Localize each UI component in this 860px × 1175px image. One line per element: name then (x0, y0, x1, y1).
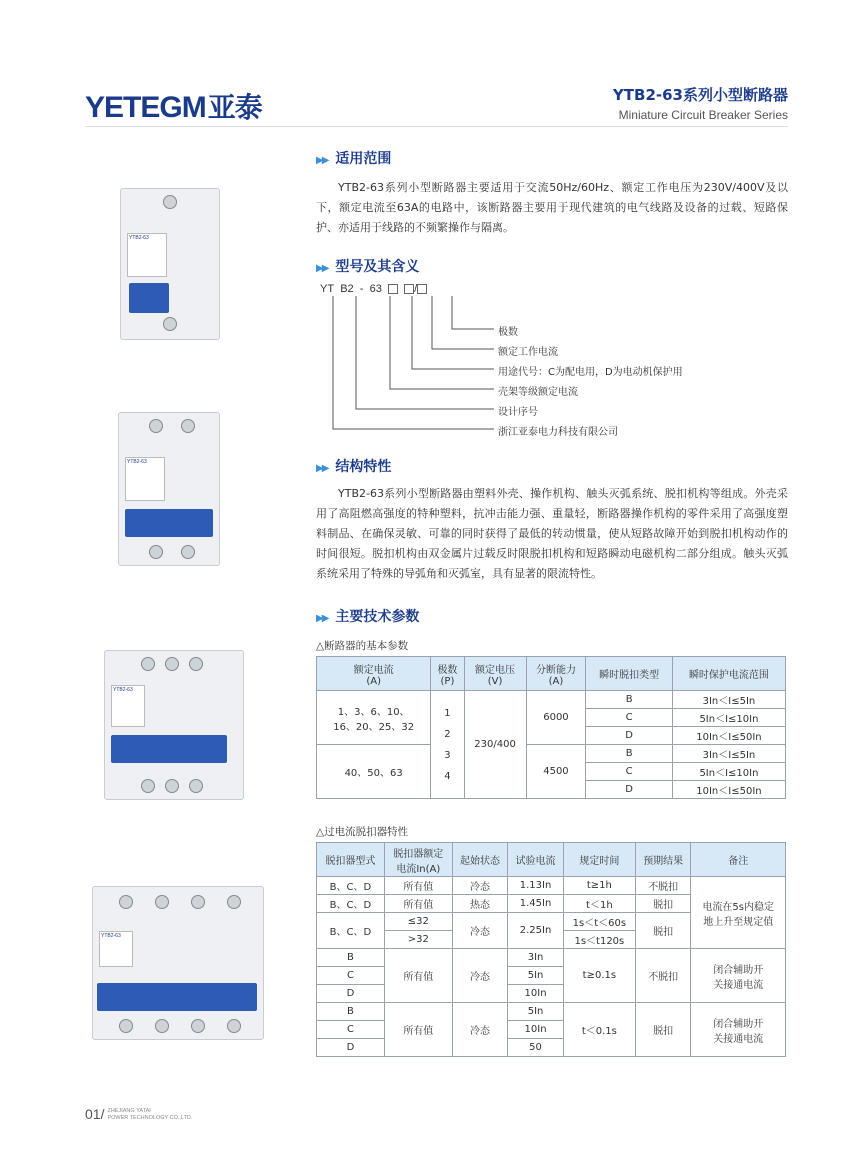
cell: 10In (508, 1021, 564, 1039)
code-b2: B2 (340, 283, 354, 295)
cell-type: D (586, 727, 672, 745)
cell: B、C、D (317, 877, 385, 895)
cell: B、C、D (317, 895, 385, 913)
cell: 10In (508, 985, 564, 1003)
cell: t＜0.1s (563, 1003, 635, 1057)
th-test-current: 试验电流 (508, 843, 564, 877)
cell: 冷态 (452, 913, 508, 949)
cell: 热态 (452, 895, 508, 913)
arrow-icon: ▶▶ (316, 155, 328, 166)
legend-company: 浙江亚泰电力科技有限公司 (498, 427, 618, 438)
structure-heading (316, 456, 391, 476)
logo-cn: 亚泰 (207, 91, 262, 124)
cell: B (317, 949, 385, 967)
cell: 脱扣 (635, 895, 691, 913)
legend-frame-current: 壳架等级额定电流 (498, 387, 578, 398)
code-yt: YT (320, 283, 335, 295)
cell-type: B (586, 745, 672, 763)
cell: 脱扣 (635, 1003, 691, 1057)
legend-usage-code: 用途代号：C为配电用，D为电动机保护用 (498, 367, 683, 378)
cell: 冷态 (452, 1003, 508, 1057)
cell: 5In (508, 967, 564, 985)
cell: B (317, 1003, 385, 1021)
cell: 所有值 (384, 1003, 452, 1057)
cell-type: D (586, 781, 672, 799)
cell-type: B (586, 691, 672, 709)
series-title: YTB2-63系列小型断路器 (612, 86, 788, 104)
cell: 5In (508, 1003, 564, 1021)
cell: 1.45In (508, 895, 564, 913)
th-state: 起始状态 (452, 843, 508, 877)
page-footer (85, 1104, 192, 1123)
th-time: 规定时间 (563, 843, 635, 877)
cell: t＜1h (563, 895, 635, 913)
cell-break-b: 4500 (526, 745, 586, 799)
cell: 所有值 (384, 895, 452, 913)
cell-note-a: 电流在5s内稳定 地上升至规定值 (691, 877, 786, 949)
cell-break-a: 6000 (526, 691, 586, 745)
cell-range: 3In＜I≤5In (672, 745, 785, 763)
scope-paragraph: YTB2-63系列小型断路器主要适用于交流50Hz/60Hz、额定工作电压为230V/400V及以下，额定电流至63A的电路中，该断路器主要用于现代建筑的电气线路及设备的过载、短路保护、亦适用于线路的不频繁操作与隔离。 (316, 181, 788, 234)
model-title: 型号及其含义 (335, 259, 420, 275)
cell: 不脱扣 (635, 949, 691, 1003)
cell: 所有值 (384, 877, 452, 895)
th-result: 预期结果 (635, 843, 691, 877)
trip-characteristics-table (316, 842, 786, 1057)
cell-range: 5In＜I≤10In (672, 763, 785, 781)
cell: 不脱扣 (635, 877, 691, 895)
cell: 所有值 (384, 949, 452, 1003)
th-note: 备注 (691, 843, 786, 877)
th-trip-form: 脱扣器型式 (317, 843, 385, 877)
scope-title: 适用范围 (335, 151, 392, 167)
cell: t≥0.1s (563, 949, 635, 1003)
th-current: 额定电流 (A) (317, 657, 431, 691)
product-label: YTB2-63 (125, 457, 165, 501)
cell-range: 5In＜I≤10In (672, 709, 785, 727)
basic-params-table (316, 656, 786, 799)
cell: D (317, 985, 385, 1003)
cell-current-b: 40、50、63 (317, 745, 431, 799)
th-range: 瞬时保护电流范围 (672, 657, 785, 691)
logo-text: YETEGM (85, 91, 206, 124)
cell: 3In (508, 949, 564, 967)
table1-caption: △断路器的基本参数 (316, 640, 409, 652)
company-en: ZHEJIANG YATAI POWER TECHNOLOGY CO.,LTD. (107, 1107, 193, 1121)
cell: 冷态 (452, 877, 508, 895)
cell-voltage: 230/400 (464, 691, 526, 799)
cell: 50 (508, 1039, 564, 1057)
cell: B、C、D (317, 913, 385, 949)
product-label: YTB2-63 (111, 685, 145, 727)
legend-poles: 极数 (498, 327, 518, 338)
code-slash: / (414, 283, 418, 295)
product-label: YTB2-63 (99, 931, 133, 967)
cell-type: C (586, 763, 672, 781)
th-poles: 极数 (P) (431, 657, 464, 691)
th-breaking: 分断能力 (A) (526, 657, 586, 691)
cell: 脱扣 (635, 913, 691, 949)
th-voltage: 额定电压 (V) (464, 657, 526, 691)
th-rated-in: 脱扣器额定 电流In(A) (384, 843, 452, 877)
cell: 1s＜t＜60s (563, 913, 635, 931)
cell-range: 10In＜I≤50In (672, 727, 785, 745)
th-trip-type: 瞬时脱扣类型 (586, 657, 672, 691)
cell: 1s＜t120s (563, 931, 635, 949)
cell: D (317, 1039, 385, 1057)
cell-range: 10In＜I≤50In (672, 781, 785, 799)
cell: 2.25In (508, 913, 564, 949)
params-heading (316, 606, 419, 626)
legend-rated-current: 额定工作电流 (498, 347, 558, 358)
cell-poles: 1 2 3 4 (431, 691, 464, 799)
code-63: 63 (369, 283, 382, 295)
structure-title: 结构特性 (335, 459, 392, 475)
arrow-icon: ▶▶ (316, 463, 328, 474)
code-dash: - (359, 283, 364, 295)
cell: 1.13In (508, 877, 564, 895)
series-subtitle: Miniature Circuit Breaker Series (618, 108, 788, 122)
arrow-icon: ▶▶ (316, 263, 328, 274)
cell: 冷态 (452, 949, 508, 1003)
structure-paragraph: YTB2-63系列小型断路器由塑料外壳、操作机构、触头灭弧系统、脱扣机构等组成。外壳采用了高阻燃高强度的特种塑料，抗冲击能力强、重量轻，断路器操作机构的零件采用了高强度塑料制品、在确保灵敏、可靠的同时获得了最低的转动惯量，使从短路故障开始到脱扣机构动作的时间很短。脱扣机构由双金属片过载反时限脱扣机构和短路瞬动电磁机构二部分组成。触头灭弧系统采用了特殊的导弧角和灭弧室，具有显著的限流特性。 (316, 487, 788, 580)
table2-caption: △过电流脱扣器特性 (316, 826, 409, 838)
cell-range: 3In＜I≤5In (672, 691, 785, 709)
cell: >32 (384, 931, 452, 949)
cell: C (317, 1021, 385, 1039)
arrow-icon: ▶▶ (316, 613, 328, 624)
cell: t≥1h (563, 877, 635, 895)
cell-type: C (586, 709, 672, 727)
cell: C (317, 967, 385, 985)
cell-current-a: 1、3、6、10、 16、20、25、32 (317, 691, 431, 745)
legend-design-no: 设计序号 (498, 407, 538, 418)
cell-note-b: 闭合辅助开 关接通电流 (691, 949, 786, 1003)
cell: ≤32 (384, 913, 452, 931)
params-title: 主要技术参数 (335, 609, 420, 625)
page-number: 01/ (85, 1106, 105, 1122)
product-label: YTB2-63 (127, 233, 167, 277)
cell-note-c: 闭合辅助开 关接通电流 (691, 1003, 786, 1057)
